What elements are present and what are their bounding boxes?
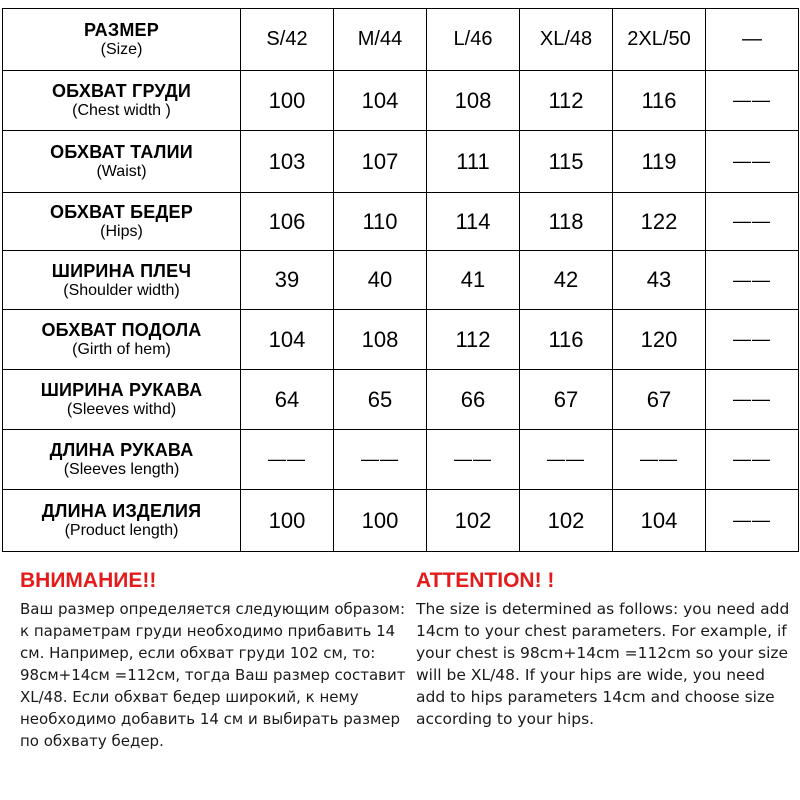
measurement-label-ru: ШИРИНА ПЛЕЧ <box>51 260 192 281</box>
measurement-label <box>3 71 241 131</box>
measurement-value: —— <box>706 370 799 430</box>
measurement-label-en: (Sleeves withd) <box>66 401 177 418</box>
measurement-value: 100 <box>241 490 334 552</box>
measurement-value: —— <box>706 490 799 552</box>
measurement-value: 116 <box>520 310 613 370</box>
measurement-value: 112 <box>427 310 520 370</box>
measurement-value: 112 <box>520 71 613 131</box>
measurement-value: 65 <box>334 370 427 430</box>
measurement-label-en: (Chest width ) <box>72 102 171 119</box>
measurement-value: 118 <box>520 193 613 251</box>
measurement-value: —— <box>706 71 799 131</box>
table-header-row <box>3 9 799 71</box>
table-row <box>3 370 799 430</box>
measurement-value: 114 <box>427 193 520 251</box>
measurement-label <box>3 131 241 193</box>
measurement-value: 64 <box>241 370 334 430</box>
measurement-value: 107 <box>334 131 427 193</box>
measurement-value: 111 <box>427 131 520 193</box>
measurement-label-en: (Shoulder width) <box>63 281 180 299</box>
measurement-value: 43 <box>613 251 706 310</box>
measurement-label <box>3 430 241 490</box>
measurement-value: 102 <box>427 490 520 552</box>
measurement-label-ru: ДЛИНА РУКАВА <box>49 440 194 460</box>
measurement-value: —— <box>706 193 799 251</box>
measurement-value: 100 <box>241 71 334 131</box>
measurement-value: 67 <box>613 370 706 430</box>
table-row <box>3 131 799 193</box>
measurement-value: —— <box>706 310 799 370</box>
measurement-value: 119 <box>613 131 706 193</box>
measurement-value: 116 <box>613 71 706 131</box>
measurement-label-ru: ОБХВАТ ГРУДИ <box>51 81 192 101</box>
size-header-label-ru: РАЗМЕР <box>84 20 159 40</box>
notice-russian-title: ВНИМАНИЕ!! <box>20 569 157 592</box>
measurement-value: 108 <box>334 310 427 370</box>
measurement-value: 104 <box>334 71 427 131</box>
notice-russian-body: Ваш размер определяется следующим образом: к параметрам груди необходимо прибавить 14 см. Например, если обхват груди 102 см, то: 98см+14см =112см, тогда Ваш размер составит XL/48. Если обхват бедер широкий, к нему необходимо добавить 14 см и выбирать размер по обхвату бедер. <box>20 600 406 750</box>
measurement-value: —— <box>520 430 613 490</box>
measurement-value: 108 <box>427 71 520 131</box>
table-row <box>3 430 799 490</box>
measurement-value: 67 <box>520 370 613 430</box>
measurement-value: —— <box>613 430 706 490</box>
size-table <box>2 8 799 552</box>
size-column-header: 2XL/50 <box>613 9 706 71</box>
measurement-label-ru: ДЛИНА ИЗДЕЛИЯ <box>41 501 202 521</box>
measurement-value: 100 <box>334 490 427 552</box>
size-column-header: — <box>706 9 799 71</box>
measurement-label-ru: ОБХВАТ БЕДЕР <box>50 202 193 222</box>
measurement-value: 104 <box>613 490 706 552</box>
measurement-label-en: (Hips) <box>100 223 143 240</box>
measurement-label <box>3 310 241 370</box>
measurement-label-en: (Sleeves length) <box>63 461 180 478</box>
measurement-label-en: (Girth of hem) <box>72 341 171 358</box>
table-row <box>3 193 799 251</box>
table-row <box>3 251 799 310</box>
notice-english <box>416 568 798 730</box>
measurement-label <box>3 251 241 310</box>
table-row <box>3 490 799 552</box>
measurement-label <box>3 370 241 430</box>
measurement-value: 39 <box>241 251 334 310</box>
measurement-value: —— <box>334 430 427 490</box>
measurement-value: 122 <box>613 193 706 251</box>
size-column-header: L/46 <box>427 9 520 71</box>
measurement-value: —— <box>427 430 520 490</box>
notice-russian <box>20 568 412 752</box>
measurement-value: 115 <box>520 131 613 193</box>
measurement-value: —— <box>706 131 799 193</box>
measurement-value: 41 <box>427 251 520 310</box>
table-row <box>3 310 799 370</box>
measurement-value: 110 <box>334 193 427 251</box>
measurement-value: 102 <box>520 490 613 552</box>
measurement-value: 120 <box>613 310 706 370</box>
measurement-value: 66 <box>427 370 520 430</box>
measurement-value: 40 <box>334 251 427 310</box>
measurement-label-ru: ШИРИНА РУКАВА <box>40 380 203 400</box>
notice-english-body: The size is determined as follows: you need add 14cm to your chest parameters. For example, if your chest is 98cm+14cm =112cm so your size will be XL/48. If your hips are wide, you need add to hips parameters 14cm and choose size according to your hips. <box>416 600 790 728</box>
measurement-value: —— <box>706 430 799 490</box>
size-table-body <box>3 9 799 552</box>
size-column-header: XL/48 <box>520 9 613 71</box>
measurement-label-ru: ОБХВАТ ТАЛИИ <box>50 142 193 162</box>
measurement-value: 106 <box>241 193 334 251</box>
size-column-header: M/44 <box>334 9 427 71</box>
measurement-value: 42 <box>520 251 613 310</box>
measurement-value: 104 <box>241 310 334 370</box>
measurement-value: 103 <box>241 131 334 193</box>
measurement-label <box>3 193 241 251</box>
size-column-header: S/42 <box>241 9 334 71</box>
measurement-label-en: (Product length) <box>64 522 179 539</box>
measurement-label <box>3 490 241 552</box>
measurement-label-en: (Waist) <box>96 163 147 180</box>
measurement-value: —— <box>706 251 799 310</box>
size-header-label <box>3 9 241 71</box>
size-header-label-en: (Size) <box>100 41 143 58</box>
measurement-label-ru: ОБХВАТ ПОДОЛА <box>41 320 202 340</box>
measurement-value: —— <box>241 430 334 490</box>
notice-english-title: ATTENTION! ! <box>416 569 555 592</box>
table-row <box>3 71 799 131</box>
